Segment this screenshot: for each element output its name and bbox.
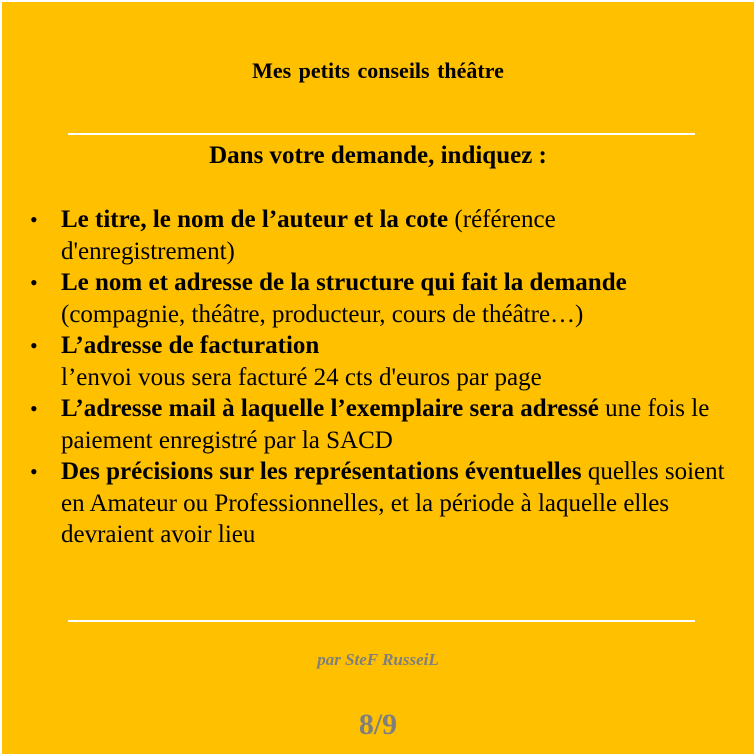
item-bold-text: L’adresse mail à laquelle l’exemplaire sera adressé <box>61 395 599 422</box>
list-item <box>30 267 730 330</box>
page-number: 8/9 <box>358 708 398 741</box>
bottom-divider <box>68 620 695 622</box>
slide-card <box>2 2 754 754</box>
item-bold-text: L’adresse de facturation <box>61 332 320 359</box>
item-bold-text: Des précisions sur les représentations éventuelles <box>61 458 582 485</box>
bullet-icon: • <box>30 396 38 421</box>
item-bold-text: Le nom et adresse de la structure qui fait la demande <box>61 269 627 296</box>
bullet-icon: • <box>30 459 38 484</box>
list-item <box>30 456 730 551</box>
slide-title: Mes petits conseils théâtre <box>252 58 504 83</box>
bullet-icon: • <box>30 333 38 358</box>
section-heading: Dans votre demande, indiquez : <box>209 142 547 169</box>
list-item <box>30 204 730 267</box>
item-normal-text: une fois le paiement enregistré par la SACD <box>61 395 710 454</box>
list-item <box>30 393 730 456</box>
author-credit: par SteF RusseiL <box>317 650 439 669</box>
item-bold-text: Le titre, le nom de l’auteur et la cote <box>61 206 449 233</box>
bullet-icon: • <box>30 207 38 232</box>
item-normal-text: quelles soient en Amateur ou Professionnelles, et la période à laquelle elles devraient avoir lieu <box>61 458 725 548</box>
item-normal-text: (compagnie, théâtre, producteur, cours de théâtre…) <box>61 300 584 328</box>
item-normal-text: (référence d'enregistrement) <box>61 206 556 265</box>
bullet-icon: • <box>30 270 38 295</box>
top-divider <box>68 133 695 135</box>
advice-list <box>30 204 730 551</box>
list-item <box>30 330 730 393</box>
item-normal-text: l’envoi vous sera facturé 24 cts d'euros par page <box>61 363 542 391</box>
